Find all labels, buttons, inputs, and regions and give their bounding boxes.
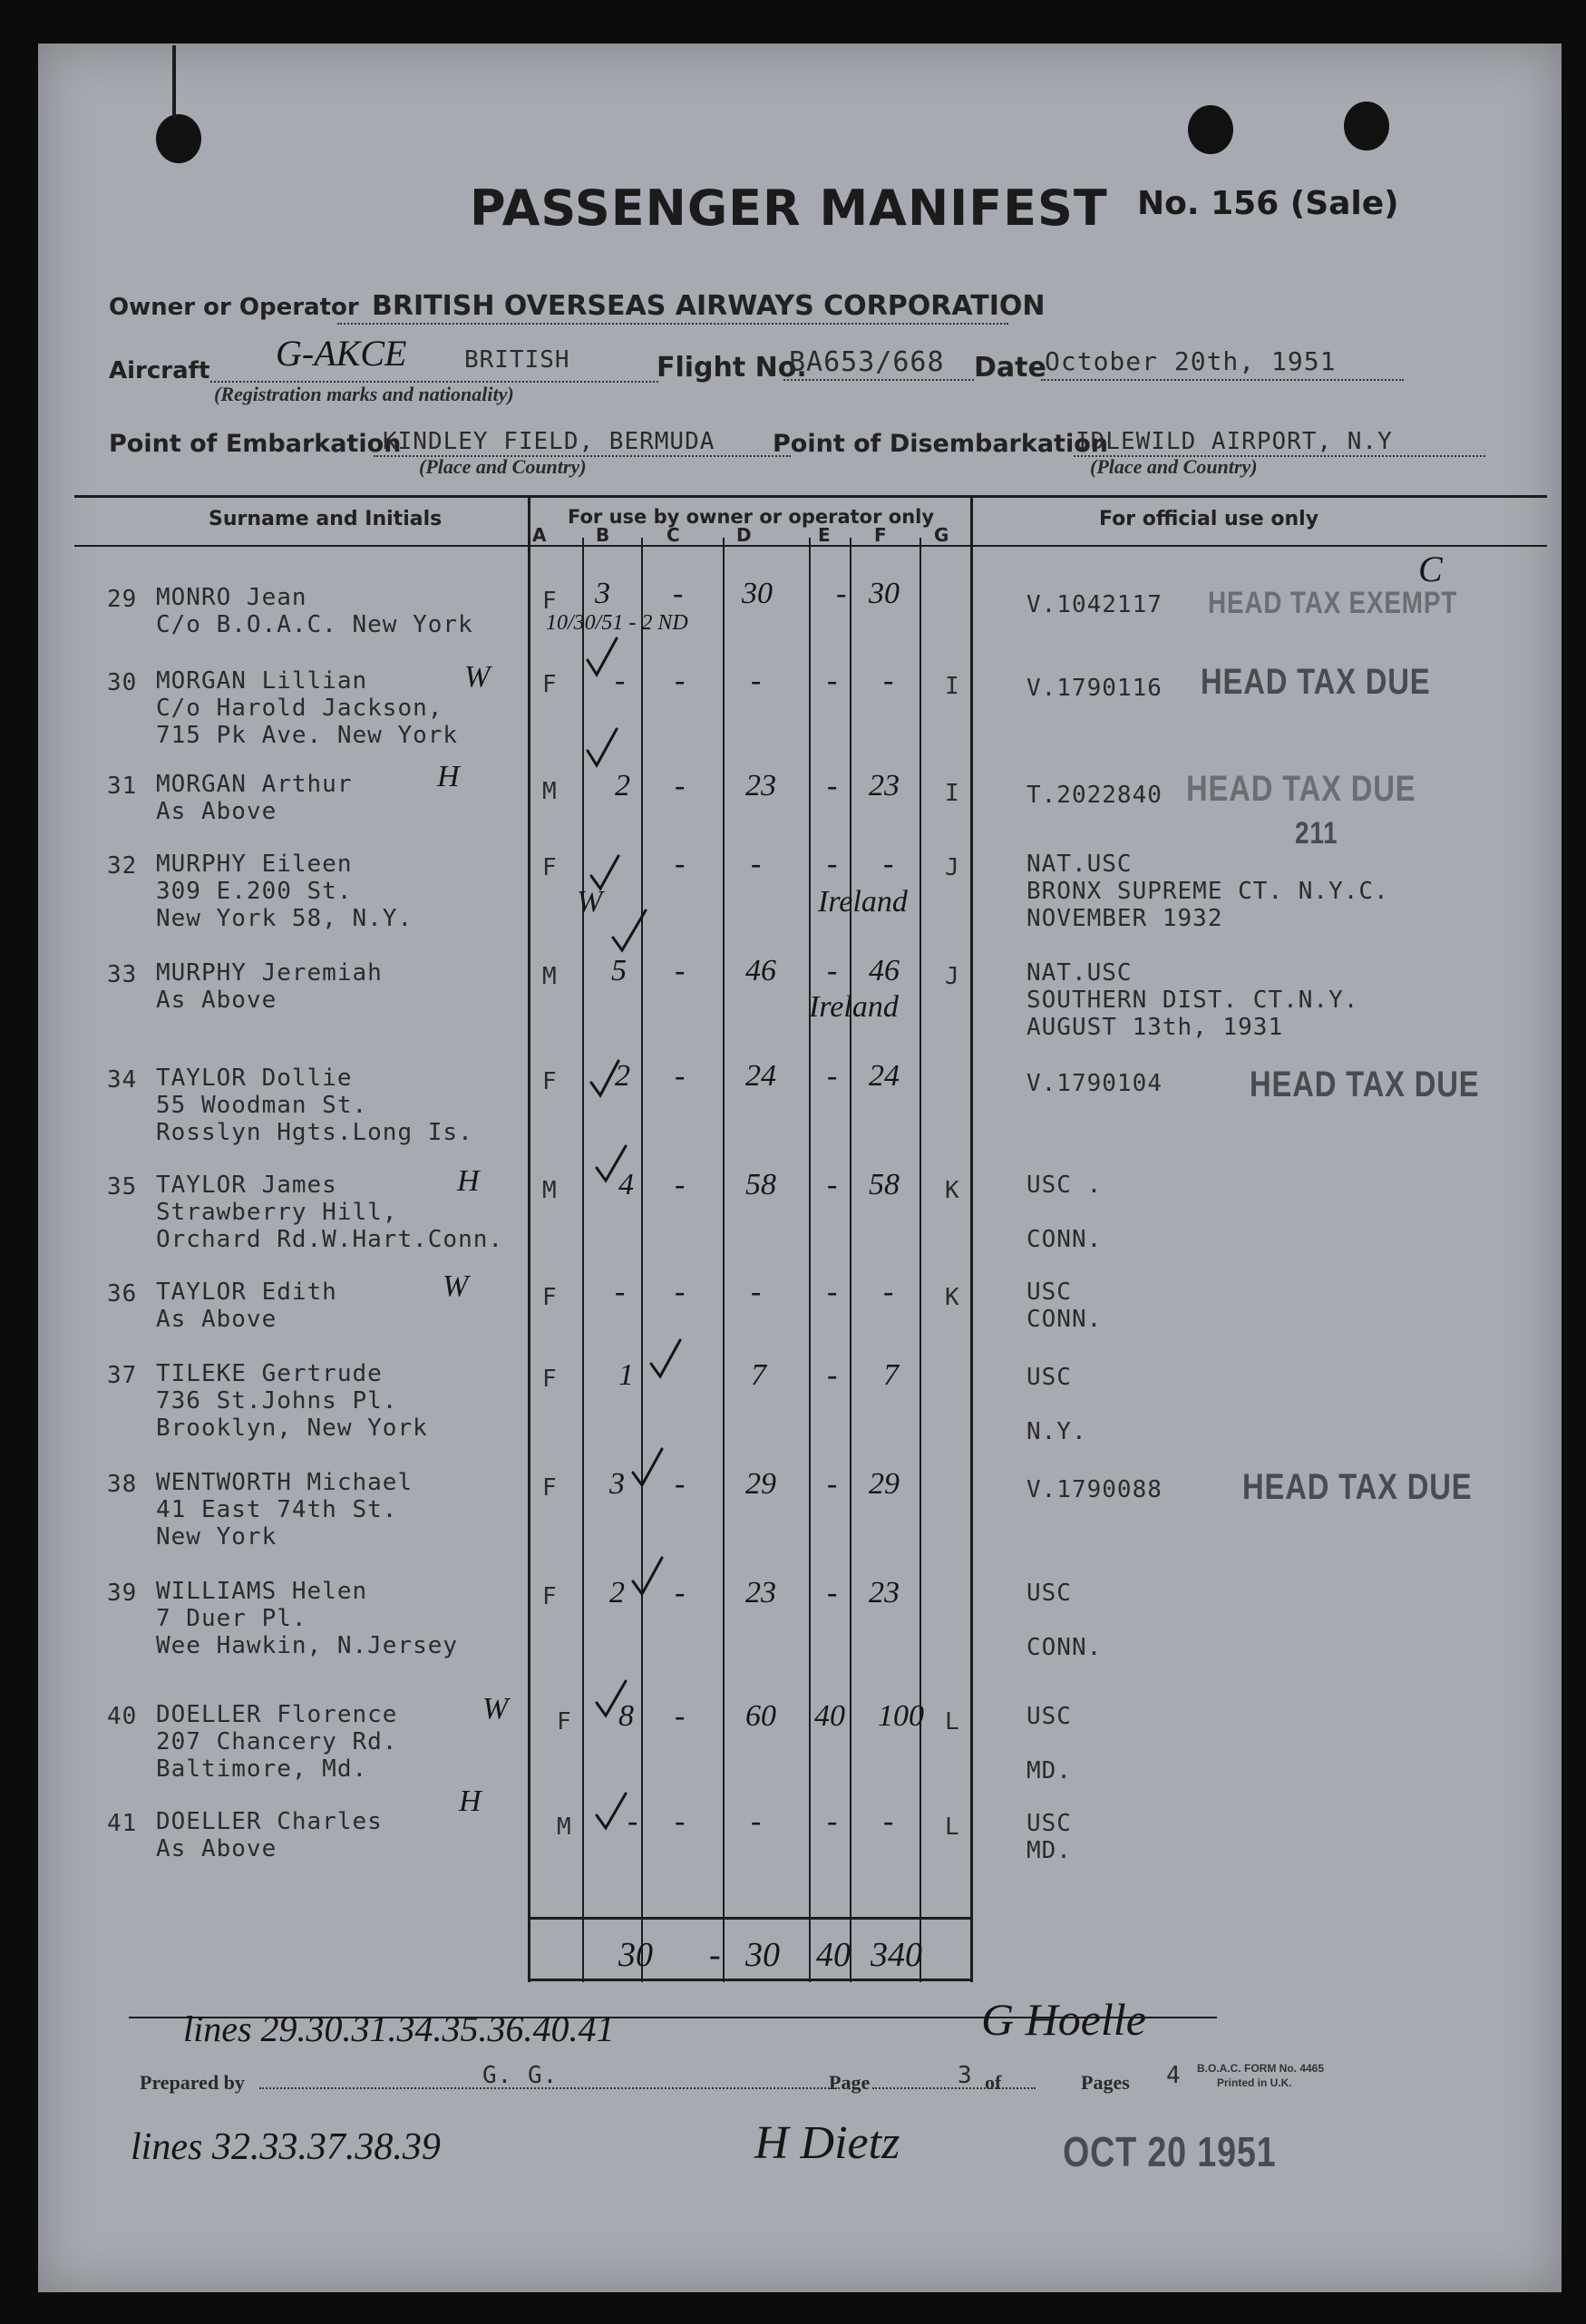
cell-g: L: [945, 1813, 960, 1841]
cell-e: -: [827, 1358, 838, 1392]
cell-f: -: [883, 664, 894, 697]
cell-c: -: [675, 1576, 686, 1609]
passenger-name: MURPHY Eileen: [156, 851, 353, 878]
cell-e: -: [827, 1576, 838, 1609]
column-rule: [528, 495, 530, 1982]
cell-g: I: [945, 780, 960, 807]
official-ref: V.1790088: [1027, 1476, 1163, 1503]
cell-d: -: [751, 664, 762, 697]
official-ref: NOVEMBER 1932: [1027, 905, 1223, 932]
cell-e: -: [827, 1168, 838, 1201]
owner-label: Owner or Operator: [109, 294, 359, 321]
date-label: Date: [974, 352, 1046, 384]
passenger-address: C/o B.O.A.C. New York: [156, 611, 473, 638]
cell-f: 46: [869, 954, 900, 987]
gender-mark: H: [457, 1164, 480, 1198]
passenger-name: MONRO Jean: [156, 584, 307, 611]
total-b: 30: [618, 1936, 653, 1974]
cell-a: M: [557, 1813, 572, 1841]
birthplace-note: Ireland: [809, 990, 899, 1024]
row-number: 34: [107, 1066, 138, 1094]
pages-value: 4: [1166, 2062, 1182, 2089]
cell-b: 1: [618, 1358, 634, 1392]
head-tax-stamp: HEAD TAX DUE: [1186, 769, 1416, 809]
punch-hole: [1344, 102, 1389, 151]
cell-e: -: [836, 577, 847, 610]
cell-e: -: [827, 1467, 838, 1501]
passenger-address: Orchard Rd.W.Hart.Conn.: [156, 1226, 504, 1253]
cell-a: M: [542, 963, 558, 990]
row-number: 30: [107, 669, 138, 696]
official-ref: CONN.: [1027, 1634, 1103, 1661]
official-ref: NAT.USC: [1027, 959, 1133, 987]
col-letter-d: D: [736, 524, 752, 546]
signature: G Hoelle: [981, 1994, 1146, 2045]
manifest-number: No. 156 (Sale): [1137, 185, 1399, 222]
official-ref: CONN.: [1027, 1226, 1103, 1253]
cell-f: -: [883, 847, 894, 880]
passenger-address: As Above: [156, 1835, 277, 1862]
passenger-address: 55 Woodman St.: [156, 1092, 368, 1119]
cell-c: -: [675, 1275, 686, 1308]
disembark-value: IDLEWILD AIRPORT, N.Y: [1075, 428, 1393, 455]
cell-c: -: [675, 664, 686, 697]
row-number: 39: [107, 1580, 138, 1607]
passenger-address: Strawberry Hill,: [156, 1199, 398, 1226]
official-ref: USC .: [1027, 1172, 1103, 1199]
column-header-official: For official use only: [1099, 508, 1319, 530]
gender-mark: H: [459, 1784, 482, 1818]
official-ref: V.1790116: [1027, 675, 1163, 702]
page-label: Page: [829, 2071, 871, 2094]
passenger-name: TAYLOR Edith: [156, 1279, 337, 1306]
official-ref: USC: [1027, 1279, 1072, 1306]
passenger-address: Rosslyn Hgts.Long Is.: [156, 1119, 473, 1146]
cell-e: -: [827, 664, 838, 697]
row-number: 37: [107, 1362, 138, 1389]
cell-b: -: [615, 664, 626, 697]
manifest-sheet: [38, 44, 1562, 2292]
cell-b: -: [628, 1804, 638, 1838]
embark-sublabel: (Place and Country): [419, 455, 587, 478]
gender-mark: H: [437, 760, 460, 793]
embark-value: KINDLEY FIELD, BERMUDA: [383, 428, 715, 455]
col-letter-c: C: [667, 524, 680, 546]
cell-b: W: [577, 885, 603, 919]
passenger-name: WENTWORTH Michael: [156, 1469, 414, 1496]
cell-b: 8: [618, 1699, 634, 1733]
cell-b: 2: [615, 1059, 630, 1093]
gender-mark: W: [443, 1269, 469, 1303]
cell-b: 2: [615, 769, 630, 802]
official-ref: SOUTHERN DIST. CT.N.Y.: [1027, 987, 1359, 1014]
gender-mark: W: [482, 1692, 509, 1726]
cell-c: -: [673, 577, 684, 610]
cell-c: -: [675, 1467, 686, 1501]
cell-e: 40: [814, 1699, 845, 1733]
flight-date: October 20th, 1951: [1045, 346, 1337, 376]
row-number: 31: [107, 773, 138, 800]
head-tax-stamp: HEAD TAX DUE: [1250, 1065, 1480, 1104]
cell-e: -: [827, 847, 838, 880]
row-number: 35: [107, 1173, 138, 1201]
passenger-name: TAYLOR Dollie: [156, 1065, 353, 1092]
punch-hole: [1188, 105, 1233, 154]
row-number: 33: [107, 961, 138, 988]
total-c: -: [709, 1936, 721, 1974]
cell-c: -: [675, 1059, 686, 1093]
cell-c: -: [675, 1699, 686, 1733]
passenger-address: Brooklyn, New York: [156, 1415, 428, 1442]
prepared-value: G. G.: [482, 2062, 559, 2089]
cell-c: -: [675, 1804, 686, 1838]
signature-2: H Dietz: [754, 2117, 900, 2169]
passenger-name: MORGAN Arthur: [156, 771, 353, 798]
cell-d: -: [751, 847, 762, 880]
birthplace-note: Ireland: [818, 885, 908, 919]
cell-g: J: [945, 854, 960, 881]
passenger-address: As Above: [156, 1306, 277, 1333]
passenger-address: As Above: [156, 987, 277, 1014]
cell-g: I: [945, 673, 960, 700]
column-header-names: Surname and Initials: [209, 508, 443, 530]
cell-f: 23: [869, 769, 900, 802]
head-tax-stamp: HEAD TAX EXEMPT: [1208, 586, 1458, 620]
cell-d: 23: [745, 1576, 776, 1609]
cell-d: 23: [745, 769, 776, 802]
gender-mark: W: [464, 660, 491, 694]
totals-rule: [528, 1917, 973, 1920]
col-letter-g: G: [934, 524, 949, 546]
official-ref: T.2022840: [1027, 782, 1163, 809]
cell-d: -: [751, 1804, 762, 1838]
aircraft-label: Aircraft: [109, 357, 210, 384]
passenger-address: 309 E.200 St.: [156, 878, 353, 905]
cell-a: M: [542, 1177, 558, 1204]
official-ref: USC: [1027, 1810, 1072, 1837]
total-e: 40: [816, 1936, 851, 1974]
cell-f: 29: [869, 1467, 900, 1501]
cell-a: F: [542, 1366, 558, 1393]
col-letter-a: A: [532, 524, 547, 546]
cell-d: 24: [745, 1059, 776, 1093]
owner-value: BRITISH OVERSEAS AIRWAYS CORPORATION: [372, 290, 1046, 322]
cell-a: F: [542, 588, 558, 615]
passenger-address: 207 Chancery Rd.: [156, 1728, 398, 1755]
page-title: PASSENGER MANIFEST: [470, 180, 1108, 237]
col-letter-b: B: [596, 524, 610, 546]
flight-label: Flight No.: [657, 352, 807, 384]
official-ref: USC: [1027, 1364, 1072, 1391]
passenger-name: DOELLER Florence: [156, 1701, 398, 1728]
cell-f: 23: [869, 1576, 900, 1609]
row-number: 38: [107, 1471, 138, 1498]
cell-f: 30: [869, 577, 900, 610]
passenger-address: 41 East 74th St.: [156, 1496, 398, 1523]
passenger-name: TILEKE Gertrude: [156, 1360, 383, 1387]
official-ref: USC: [1027, 1580, 1072, 1607]
cell-a: F: [542, 854, 558, 881]
cell-e: -: [827, 1275, 838, 1308]
cell-d: 46: [745, 954, 776, 987]
column-header-owner: For use by owner or operator only: [568, 506, 935, 528]
cell-a: M: [542, 778, 558, 805]
embark-label: Point of Embarkation: [109, 430, 402, 458]
col-letter-f: F: [874, 524, 887, 546]
disembark-label: Point of Disembarkation: [773, 430, 1108, 458]
official-ref: MD.: [1027, 1757, 1072, 1784]
cell-e: -: [827, 1804, 838, 1838]
row-number: 41: [107, 1810, 138, 1837]
passenger-address: New York 58, N.Y.: [156, 905, 414, 932]
total-f: 340: [871, 1936, 922, 1974]
official-ref: V.1042117: [1027, 591, 1163, 618]
total-d: 30: [745, 1936, 780, 1974]
passenger-address: Wee Hawkin, N.Jersey: [156, 1632, 459, 1659]
ink-stroke: [172, 45, 176, 118]
cell-d: 60: [745, 1699, 776, 1733]
official-ref: N.Y.: [1027, 1418, 1087, 1445]
aircraft-nationality: BRITISH: [464, 346, 570, 374]
prepared-label: Prepared by: [140, 2071, 245, 2094]
passenger-address: 715 Pk Ave. New York: [156, 722, 459, 749]
cell-b: 5: [611, 954, 627, 987]
row-number: 40: [107, 1703, 138, 1730]
passenger-address: 7 Duer Pl.: [156, 1605, 307, 1632]
lines-note: lines 29.30.31.34.35.36.40.41: [183, 2008, 615, 2049]
cell-d: 58: [745, 1168, 776, 1201]
cell-b: 3: [609, 1467, 625, 1501]
pages-label: Pages: [1081, 2071, 1130, 2094]
cell-a: F: [542, 1068, 558, 1095]
head-tax-stamp: HEAD TAX DUE: [1201, 662, 1431, 702]
stamp-number: 211: [1295, 816, 1338, 851]
cell-f: 7: [883, 1358, 899, 1392]
table-top-rule: [74, 495, 1547, 498]
row-number: 32: [107, 852, 138, 880]
col-letter-e: E: [818, 524, 831, 546]
lines-note-2: lines 32.33.37.38.39: [131, 2126, 441, 2168]
passenger-address: New York: [156, 1523, 277, 1551]
head-tax-stamp: HEAD TAX DUE: [1242, 1467, 1473, 1507]
cell-d: 30: [742, 577, 773, 610]
punch-hole: [156, 114, 201, 163]
cell-c: -: [675, 1168, 686, 1201]
official-ref: AUGUST 13th, 1931: [1027, 1014, 1284, 1041]
column-rule: [970, 495, 973, 1982]
cell-a: F: [542, 1583, 558, 1610]
cell-f: -: [883, 1275, 894, 1308]
of-label: of: [985, 2071, 1002, 2094]
handwritten-note: 10/30/51 - 2 ND: [546, 611, 688, 635]
cell-f: -: [883, 1804, 894, 1838]
corner-mark: C: [1418, 549, 1443, 589]
cell-d: 29: [745, 1467, 776, 1501]
passenger-name: WILLIAMS Helen: [156, 1578, 368, 1605]
cell-g: J: [945, 963, 960, 990]
cell-a: F: [557, 1708, 572, 1736]
cell-e: -: [827, 954, 838, 987]
official-ref: CONN.: [1027, 1306, 1103, 1333]
aircraft-sublabel: (Registration marks and nationality): [214, 383, 514, 405]
passenger-address: As Above: [156, 798, 277, 825]
cell-b: 2: [609, 1576, 625, 1609]
row-number: 29: [107, 586, 138, 613]
cell-a: F: [542, 671, 558, 698]
official-ref: BRONX SUPREME CT. N.Y.C.: [1027, 878, 1389, 905]
form-printed: Printed in U.K.: [1217, 2076, 1292, 2089]
cell-g: K: [945, 1284, 960, 1311]
row-number: 36: [107, 1280, 138, 1308]
official-ref: MD.: [1027, 1837, 1072, 1864]
passenger-address: Baltimore, Md.: [156, 1755, 368, 1783]
official-ref: NAT.USC: [1027, 851, 1133, 878]
passenger-name: TAYLOR James: [156, 1172, 337, 1199]
page-value: 3: [958, 2062, 973, 2089]
cell-g: K: [945, 1177, 960, 1204]
official-ref: USC: [1027, 1703, 1072, 1730]
disembark-sublabel: (Place and Country): [1090, 455, 1258, 478]
passenger-name: MORGAN Lillian: [156, 667, 368, 695]
cell-e: -: [827, 1059, 838, 1093]
form-number: B.O.A.C. FORM No. 4465: [1197, 2062, 1325, 2075]
cell-b: 3: [595, 577, 610, 610]
cell-g: L: [945, 1708, 960, 1736]
cell-d: 7: [751, 1358, 766, 1392]
cell-c: -: [675, 847, 686, 880]
passenger-address: 736 St.Johns Pl.: [156, 1387, 398, 1415]
cell-f: 58: [869, 1168, 900, 1201]
cell-a: F: [542, 1284, 558, 1311]
flight-number: BA653/668: [789, 346, 945, 378]
cell-b: 4: [618, 1168, 634, 1201]
cell-c: -: [675, 769, 686, 802]
passenger-address: C/o Harold Jackson,: [156, 695, 443, 722]
cell-f: 24: [869, 1059, 900, 1093]
cell-b: -: [615, 1275, 626, 1308]
official-ref: V.1790104: [1027, 1070, 1163, 1097]
passenger-name: DOELLER Charles: [156, 1808, 383, 1835]
cell-c: -: [675, 954, 686, 987]
cell-a: F: [542, 1474, 558, 1502]
passenger-name: MURPHY Jeremiah: [156, 959, 383, 987]
aircraft-registration: G-AKCE: [276, 333, 407, 374]
check-marks: [579, 606, 705, 1857]
cell-f: 100: [878, 1699, 924, 1733]
cell-e: -: [827, 769, 838, 802]
cell-d: -: [751, 1275, 762, 1308]
date-stamp: OCT 20 1951: [1063, 2128, 1277, 2175]
